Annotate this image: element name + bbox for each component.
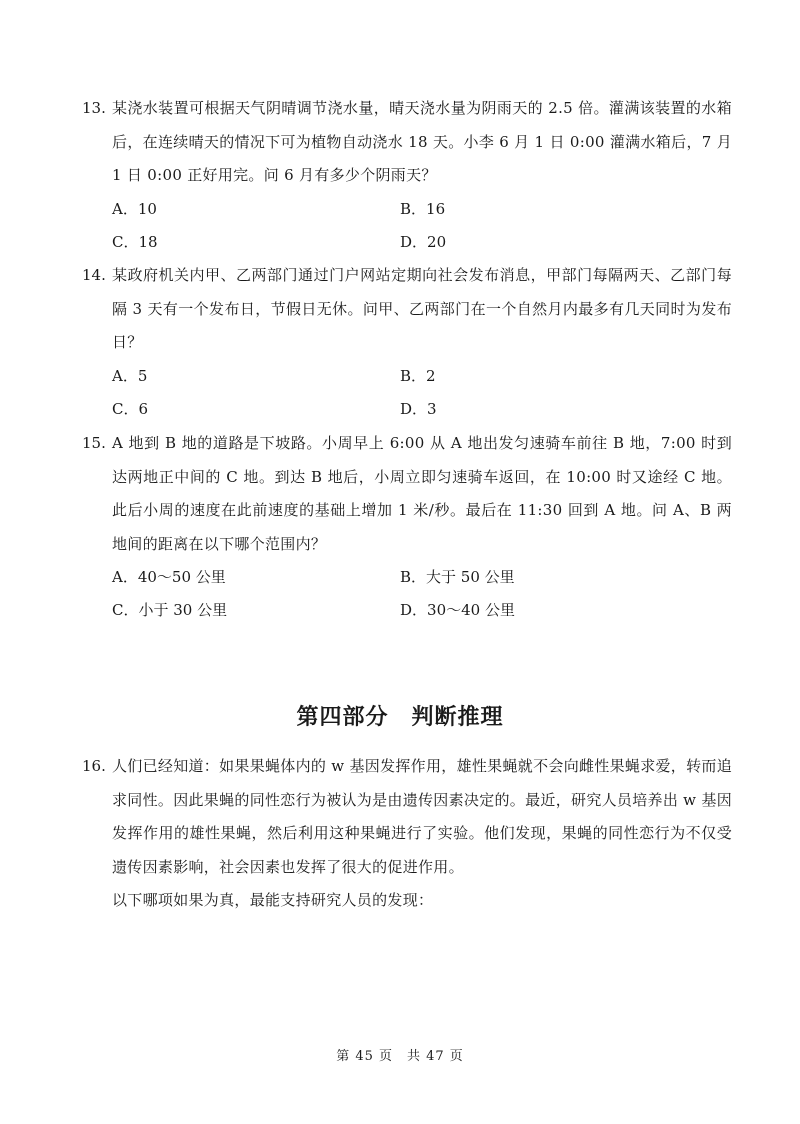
- question-text: 人们已经知道：如果果蝇体内的 w 基因发挥作用，雄性果蝇就不会向雌性果蝇求爱，转而追求同性。因此果蝇的同性恋行为被认为是由遗传因素决定的。最近，研究人员培养出 w 基因发挥作用的雄性果蝇，然后利用这种果蝇进行了实验。他们发现，果蝇的同性恋行为不仅受遗传因素影响，社会因素也发挥了很大的促进作用。: [112, 757, 732, 876]
- options-row: [112, 360, 732, 393]
- option-d[interactable]: D．20: [400, 232, 447, 251]
- question-text: 某浇水装置可根据天气阴晴调节浇水量，晴天浇水量为阴雨天的 2.5 倍。灌满该装置的水箱后，在连续晴天的情况下可为植物自动浇水 18 天。小李 6 月 1 日 0:00 灌满水箱后，7 月 1 日 0:00 正好用完。问 6 月有多少个阴雨天？: [112, 99, 732, 184]
- option-c[interactable]: C．小于 30 公里: [112, 601, 228, 619]
- option-a[interactable]: A．10: [112, 199, 157, 218]
- option-b[interactable]: B．2: [400, 366, 436, 385]
- question-number: 15.: [82, 434, 106, 452]
- options-row: [112, 393, 732, 426]
- page-footer: 第 45 页 共 47 页: [336, 1049, 464, 1064]
- question-number: 14.: [82, 266, 106, 284]
- option-b[interactable]: B．大于 50 公里: [400, 568, 515, 586]
- option-b[interactable]: B．16: [400, 199, 446, 218]
- options-row: [112, 193, 732, 226]
- question-text: 某政府机关内甲、乙两部门通过门户网站定期向社会发布消息，甲部门每隔两天、乙部门每隔 3 天有一个发布日，节假日无休。问甲、乙两部门在一个自然月内最多有几天同时为发布日？: [112, 266, 732, 351]
- question-14: [82, 259, 732, 426]
- options-row: [112, 561, 732, 594]
- option-c[interactable]: C．6: [112, 399, 149, 418]
- option-a[interactable]: A．5: [112, 366, 148, 385]
- question-text: A 地到 B 地的道路是下坡路。小周早上 6:00 从 A 地出发匀速骑车前往 B 地，7:00 时到达两地正中间的 C 地。到达 B 地后，小周立即匀速骑车返回，在 10:00 时又途经 C 地。此后小周的速度在此前速度的基础上增加 1 米/秒。最后在 11:30 回到 A 地。问 A、B 两地间的距离在以下哪个范围内？: [112, 434, 732, 553]
- option-a[interactable]: A．40～50 公里: [112, 568, 226, 586]
- question-number: 16.: [82, 757, 106, 775]
- option-d[interactable]: D．3: [400, 399, 437, 418]
- question-15: [82, 427, 732, 627]
- options-row: [112, 594, 732, 627]
- option-c[interactable]: C．18: [112, 232, 158, 251]
- option-d[interactable]: D．30～40 公里: [400, 601, 515, 619]
- question-prompt: 以下哪项如果为真，最能支持研究人员的发现：: [112, 891, 434, 909]
- section-title: 第四部分 判断推理: [296, 705, 504, 730]
- options-row: [112, 226, 732, 259]
- question-13: [82, 92, 732, 259]
- question-16: [82, 750, 732, 918]
- question-number: 13.: [82, 99, 106, 117]
